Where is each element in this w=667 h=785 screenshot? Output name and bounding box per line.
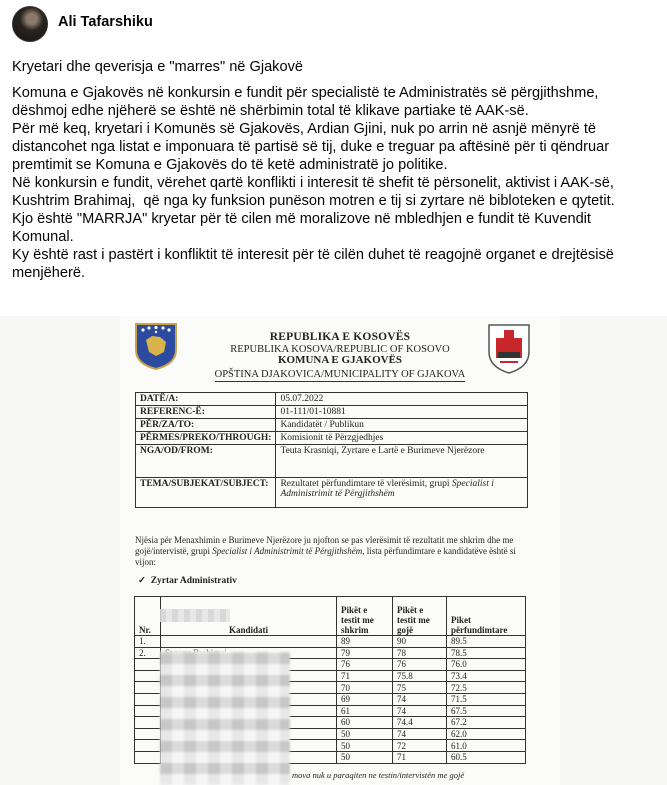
post-title: Kryetari dhe qeverisja e "marres" në Gjakovë xyxy=(12,59,304,75)
cell-written: 79 xyxy=(337,647,393,659)
subject-italic: Specialist i Administrimit të Përgjithshëm xyxy=(280,479,494,499)
header-line-4: OPŠTINA DJAKOVICA/MUNICIPALITY OF GJAKOVA xyxy=(215,369,466,383)
meta-value: Kandidatët / Publikun xyxy=(276,419,528,432)
intro-italic: Specialist i Administrimit të Përgjithshëm, xyxy=(212,546,365,556)
cell-final: 61.0 xyxy=(447,740,526,752)
meta-key: PËRMES/PREKO/THROUGH: xyxy=(136,432,276,445)
document-scan xyxy=(120,316,560,785)
post-line: menjëherë. xyxy=(12,265,86,281)
meta-row xyxy=(136,406,528,419)
meta-value: Komisionit të Përzgjedhjes xyxy=(276,432,528,445)
cell-written: 60 xyxy=(337,717,393,729)
meta-key: REFERENC-Ë: xyxy=(136,406,276,419)
meta-value xyxy=(276,478,528,508)
col-oral: Pikët e testit me gojë xyxy=(393,597,447,636)
attached-photo[interactable] xyxy=(0,316,667,785)
author-name[interactable]: Ali Tafarshiku xyxy=(58,14,153,30)
meta-row xyxy=(136,393,528,406)
avatar[interactable] xyxy=(12,6,48,42)
cell-oral: 74.4 xyxy=(393,717,447,729)
blurred-name xyxy=(160,609,230,622)
header-line-2: REPUBLIKA KOSOVA/REPUBLIC OF KOSOVO xyxy=(230,343,450,355)
post-paragraph xyxy=(12,84,652,282)
cell-final: 78.5 xyxy=(447,647,526,659)
cell-oral: 75.8 xyxy=(393,670,447,682)
cell-final: 73.4 xyxy=(447,670,526,682)
kosovo-emblem-icon xyxy=(134,322,178,370)
cell-final: 60.5 xyxy=(447,751,526,763)
cell-final: 62.0 xyxy=(447,728,526,740)
cell-nr xyxy=(135,728,161,740)
cell-nr xyxy=(135,705,161,717)
header-line-1: REPUBLIKA E KOSOVËS xyxy=(269,331,411,343)
meta-row xyxy=(136,478,528,508)
memo-meta-table xyxy=(135,392,528,508)
intro-text xyxy=(135,535,535,568)
cell-oral: 74 xyxy=(393,728,447,740)
meta-value: 01-111/01-10881 xyxy=(276,406,528,419)
gjakova-logo-icon xyxy=(484,322,534,374)
cell-final: 67.5 xyxy=(447,705,526,717)
intro-plain-2: lista përfundimtare e kandidatëve është si vijon: xyxy=(135,546,516,567)
cell-nr xyxy=(135,682,161,694)
meta-row xyxy=(136,419,528,432)
post-header xyxy=(12,6,153,42)
cell-oral: 74 xyxy=(393,705,447,717)
cell-written: 89 xyxy=(337,636,393,648)
intro-plain-1: Njësia për Menaxhimin e Burimeve Njerëzore ju njofton se pas vlerësimit të rezultatit me shkrim dhe me gojë/intervistë, grupi xyxy=(135,535,514,556)
col-written: Pikët e testit me shkrim xyxy=(337,597,393,636)
cell-written: 70 xyxy=(337,682,393,694)
cell-oral: 72 xyxy=(393,740,447,752)
col-final: Piket përfundimtare xyxy=(447,597,526,636)
post-line: Kushtrim Brahimaj, që nga ky funksion punëson motren e tij si zyrtare në bibloteken e qytetit. xyxy=(12,193,615,209)
meta-key: PËR/ZA/TO: xyxy=(136,419,276,432)
cell-oral: 90 xyxy=(393,636,447,648)
post-line: Kjo është "MARRJA" kryetar për të cilen më moralizove në mbledhjen e fundit të Kuvendit xyxy=(12,211,591,227)
document-header xyxy=(190,332,490,382)
cell-written: 50 xyxy=(337,751,393,763)
cell-written: 76 xyxy=(337,659,393,671)
col-nr: Nr. xyxy=(135,597,161,636)
post-line: Komunal. xyxy=(12,229,74,245)
post-line: Komuna e Gjakovës në konkursin e fundit për specialistë te Administratës së përgjithshme, xyxy=(12,85,599,101)
meta-value: Teuta Krasniqi, Zyrtare e Lartë e Burimeve Njerëzore xyxy=(276,445,528,478)
cell-nr: 1. xyxy=(135,636,161,648)
header-line-3: KOMUNA E GJAKOVËS xyxy=(277,354,403,366)
cell-nr xyxy=(135,717,161,729)
cell-final: 89.5 xyxy=(447,636,526,648)
subject-plain: Rezultatet përfundimtare të vlerësimit, grupi xyxy=(280,479,452,489)
cell-nr: 2. xyxy=(135,647,161,659)
table-row xyxy=(135,636,526,648)
cell-nr xyxy=(135,670,161,682)
post-text xyxy=(12,58,652,282)
post-line: dëshmoj edhe njëherë se është në shërbimin total të klikave partiake të AAK-së. xyxy=(12,103,529,119)
post-line: premtimit se Komuna e Gjakovës do të ketë administratë jo politike. xyxy=(12,157,448,173)
post-line: Për më keq, kryetari i Komunës së Gjakovës, Ardian Gjini, nuk po arrin në asnjë mënyrë të xyxy=(12,121,597,137)
cell-written: 71 xyxy=(337,670,393,682)
col-candidate: Kandidati xyxy=(161,597,337,636)
cell-final: 72.5 xyxy=(447,682,526,694)
cell-oral: 74 xyxy=(393,693,447,705)
cell-final: 76.0 xyxy=(447,659,526,671)
cell-written: 50 xyxy=(337,728,393,740)
post-line: Ky është rast i pastërt i konfliktit të interesit për të cilën duhet të reagojnë organet e drejtësisë xyxy=(12,247,614,263)
post-line: Në konkursin e fundit, vërehet qartë konflikti i interesit të shefit të përsonelit, aktivist i AAK-së, xyxy=(12,175,614,191)
meta-row xyxy=(136,432,528,445)
blurred-names xyxy=(160,651,290,785)
meta-key: DATË/A: xyxy=(136,393,276,406)
meta-row xyxy=(136,445,528,478)
cell-candidate xyxy=(161,636,337,648)
section-title: Zyrtar Administrativ xyxy=(150,576,237,586)
cell-oral: 76 xyxy=(393,659,447,671)
cell-oral: 78 xyxy=(393,647,447,659)
cell-written: 50 xyxy=(337,740,393,752)
cell-nr xyxy=(135,751,161,763)
cell-final: 71.5 xyxy=(447,693,526,705)
cell-final: 67.2 xyxy=(447,717,526,729)
meta-key: NGA/OD/FROM: xyxy=(136,445,276,478)
footnote: mova nuk u paraqiten ne testin/intervistën me gojë xyxy=(292,770,465,780)
cell-nr xyxy=(135,659,161,671)
cell-oral: 75 xyxy=(393,682,447,694)
post-line: distancohet nga listat e imponuara të partisë së tij, duke e treguar pa aftësinë për ti qëndruar xyxy=(12,139,610,155)
cell-written: 61 xyxy=(337,705,393,717)
meta-key: TEMA/SUBJEKAT/SUBJECT: xyxy=(136,478,276,508)
check-icon: ✓ xyxy=(138,576,146,586)
cell-written: 69 xyxy=(337,693,393,705)
cell-nr xyxy=(135,740,161,752)
section-heading xyxy=(138,575,237,586)
meta-value: 05.07.2022 xyxy=(276,393,528,406)
cell-nr xyxy=(135,693,161,705)
cell-oral: 71 xyxy=(393,751,447,763)
